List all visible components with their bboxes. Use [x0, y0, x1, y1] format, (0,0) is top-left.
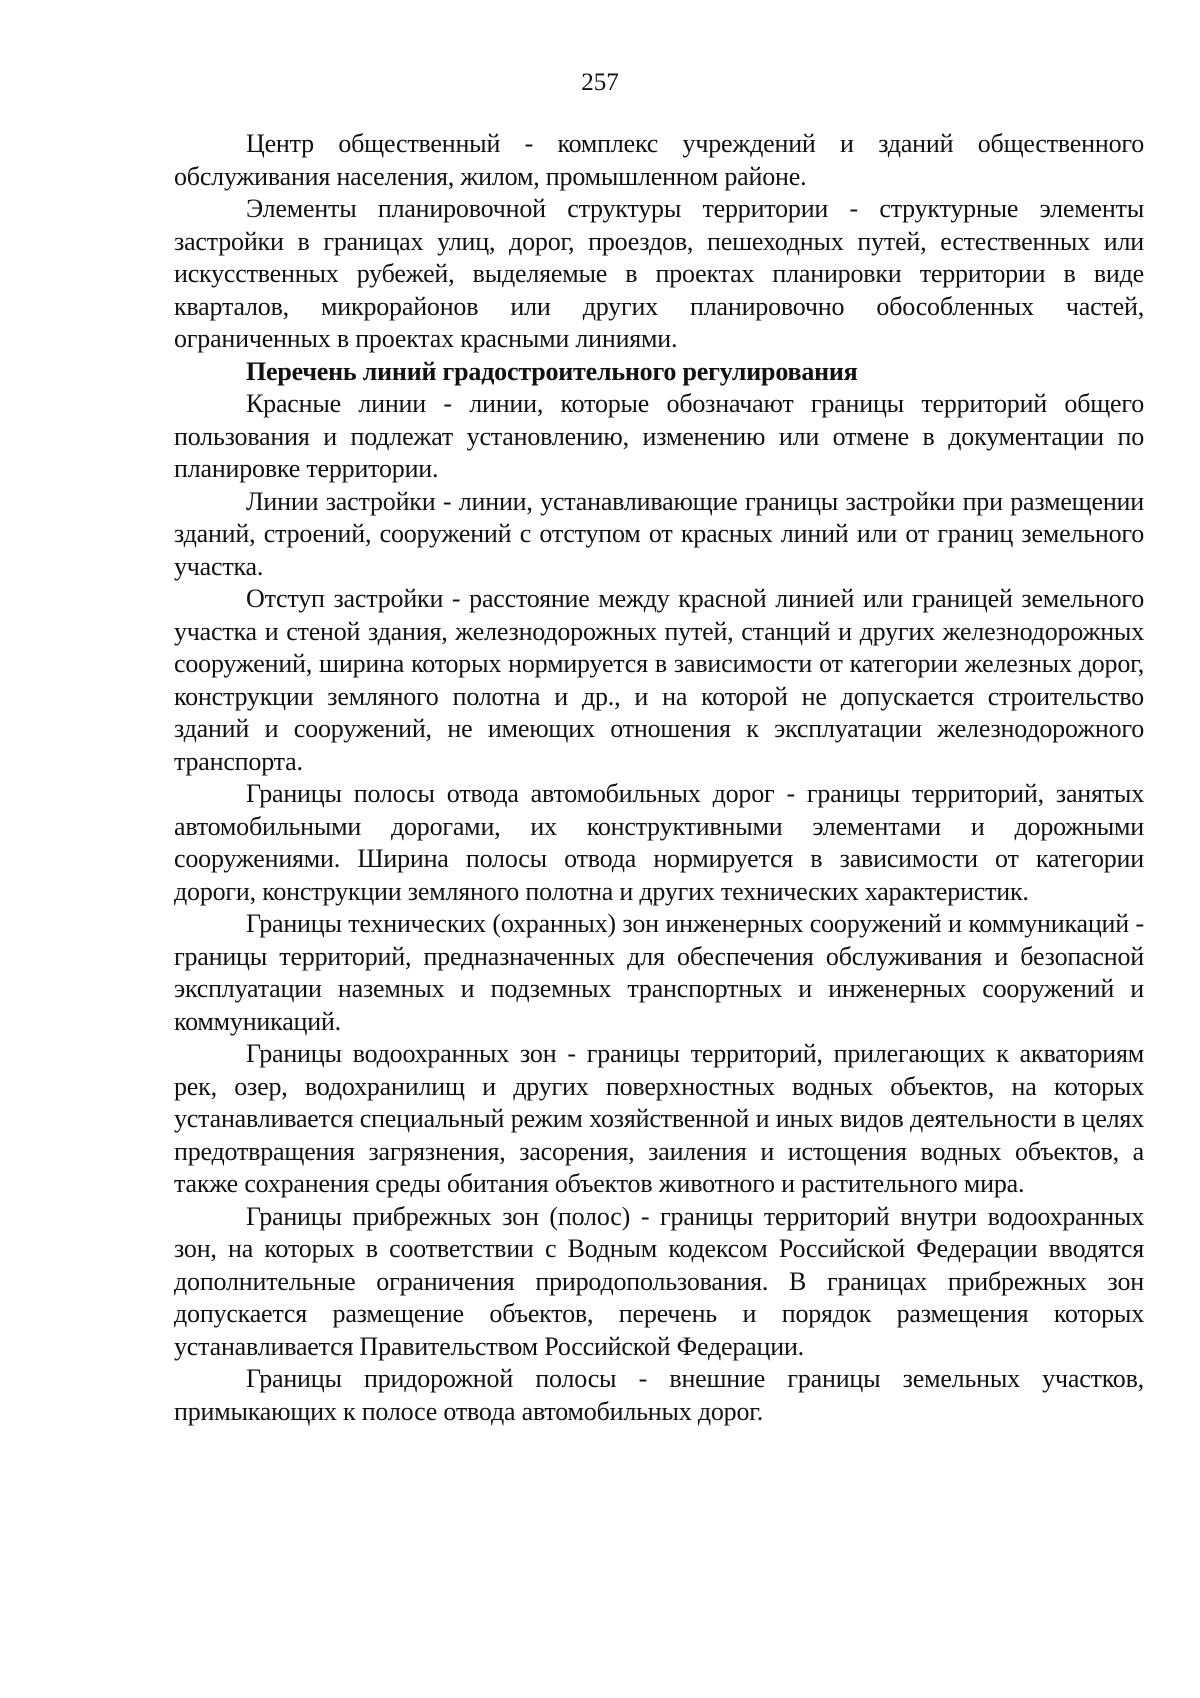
- paragraph-building-lines: Линии застройки - линии, устанавливающие границы застройки при размещении зданий, строений, сооружений с отступом от красных линий или от границ земельного участка.: [174, 486, 1144, 581]
- paragraph-coastal-zones: Границы прибрежных зон (полос) - границы территорий внутри водоохранных зон, на которых в соответствии с Водным кодексом Российской Федерации вводятся дополнительные ограничения природопользования. В границах прибрежных зон допускается размещение объектов, перечень и порядок размещения которых устанавливается Правительством Российской Федерации.: [174, 1201, 1144, 1361]
- paragraph-red-lines: Красные линии - линии, которые обозначают границы территорий общего пользования и подлежат установлению, изменению или отмене в документации по планировке территории.: [174, 389, 1144, 483]
- paragraph-technical-zones: Границы технических (охранных) зон инженерных сооружений и коммуникаций - границы территорий, предназначенных для обеспечения обслуживания и безопасной эксплуатации наземных и подземных транспортных и инженерных сооружений и коммуникаций.: [174, 909, 1144, 1036]
- paragraph-water-protection-zones: Границы водоохранных зон - границы территорий, прилегающих к акваториям рек, озер, водохранилищ и других поверхностных водных объектов, на которых устанавливается специальный режим хозяйственной и иных видов деятельности в целях предотвращения загрязнения, засорения, заиления и истощения водных объектов, а также сохранения среды обитания объектов животного и растительного мира.: [174, 1039, 1144, 1198]
- document-body: [174, 128, 1144, 1428]
- paragraph-public-center: Центр общественный - комплекс учреждений и зданий общественного обслуживания населения, жилом, промышленном районе.: [174, 129, 1144, 191]
- paragraph-building-setback: Отступ застройки - расстояние между красной линией или границей земельного участка и стеной здания, железнодорожных путей, станций и других железнодорожных сооружений, ширина которых нормируется в зависимости от категории железных дорог, конструкции земляного полотна и др., и на которой не допускается строительство зданий и сооружений, не имеющих отношения к эксплуатации железнодорожного транспорта.: [174, 584, 1144, 776]
- paragraph-planning-structure: Элементы планировочной структуры территории - структурные элементы застройки в границах улиц, дорог, проездов, пешеходных путей, естественных или искусственных рубежей, выделяемые в проектах планировки территории в виде кварталов, микрорайонов или других планировочно обособленных частей, ограниченных в проектах красными линиями.: [174, 194, 1144, 353]
- paragraph-road-allotment: Границы полосы отвода автомобильных дорог - границы территорий, занятых автомобильными дорогами, их конструктивными элементами и дорожными сооружениями. Ширина полосы отвода нормируется в зависимости от категории дороги, конструкции земляного полотна и других технических характеристик.: [174, 779, 1144, 906]
- section-heading: Перечень линий градостроительного регулирования: [246, 356, 858, 386]
- page-number: 257: [581, 69, 619, 96]
- paragraph-roadside-strip: Границы придорожной полосы - внешние границы земельных участков, примыкающих к полосе отвода автомобильных дорог.: [174, 1364, 1144, 1426]
